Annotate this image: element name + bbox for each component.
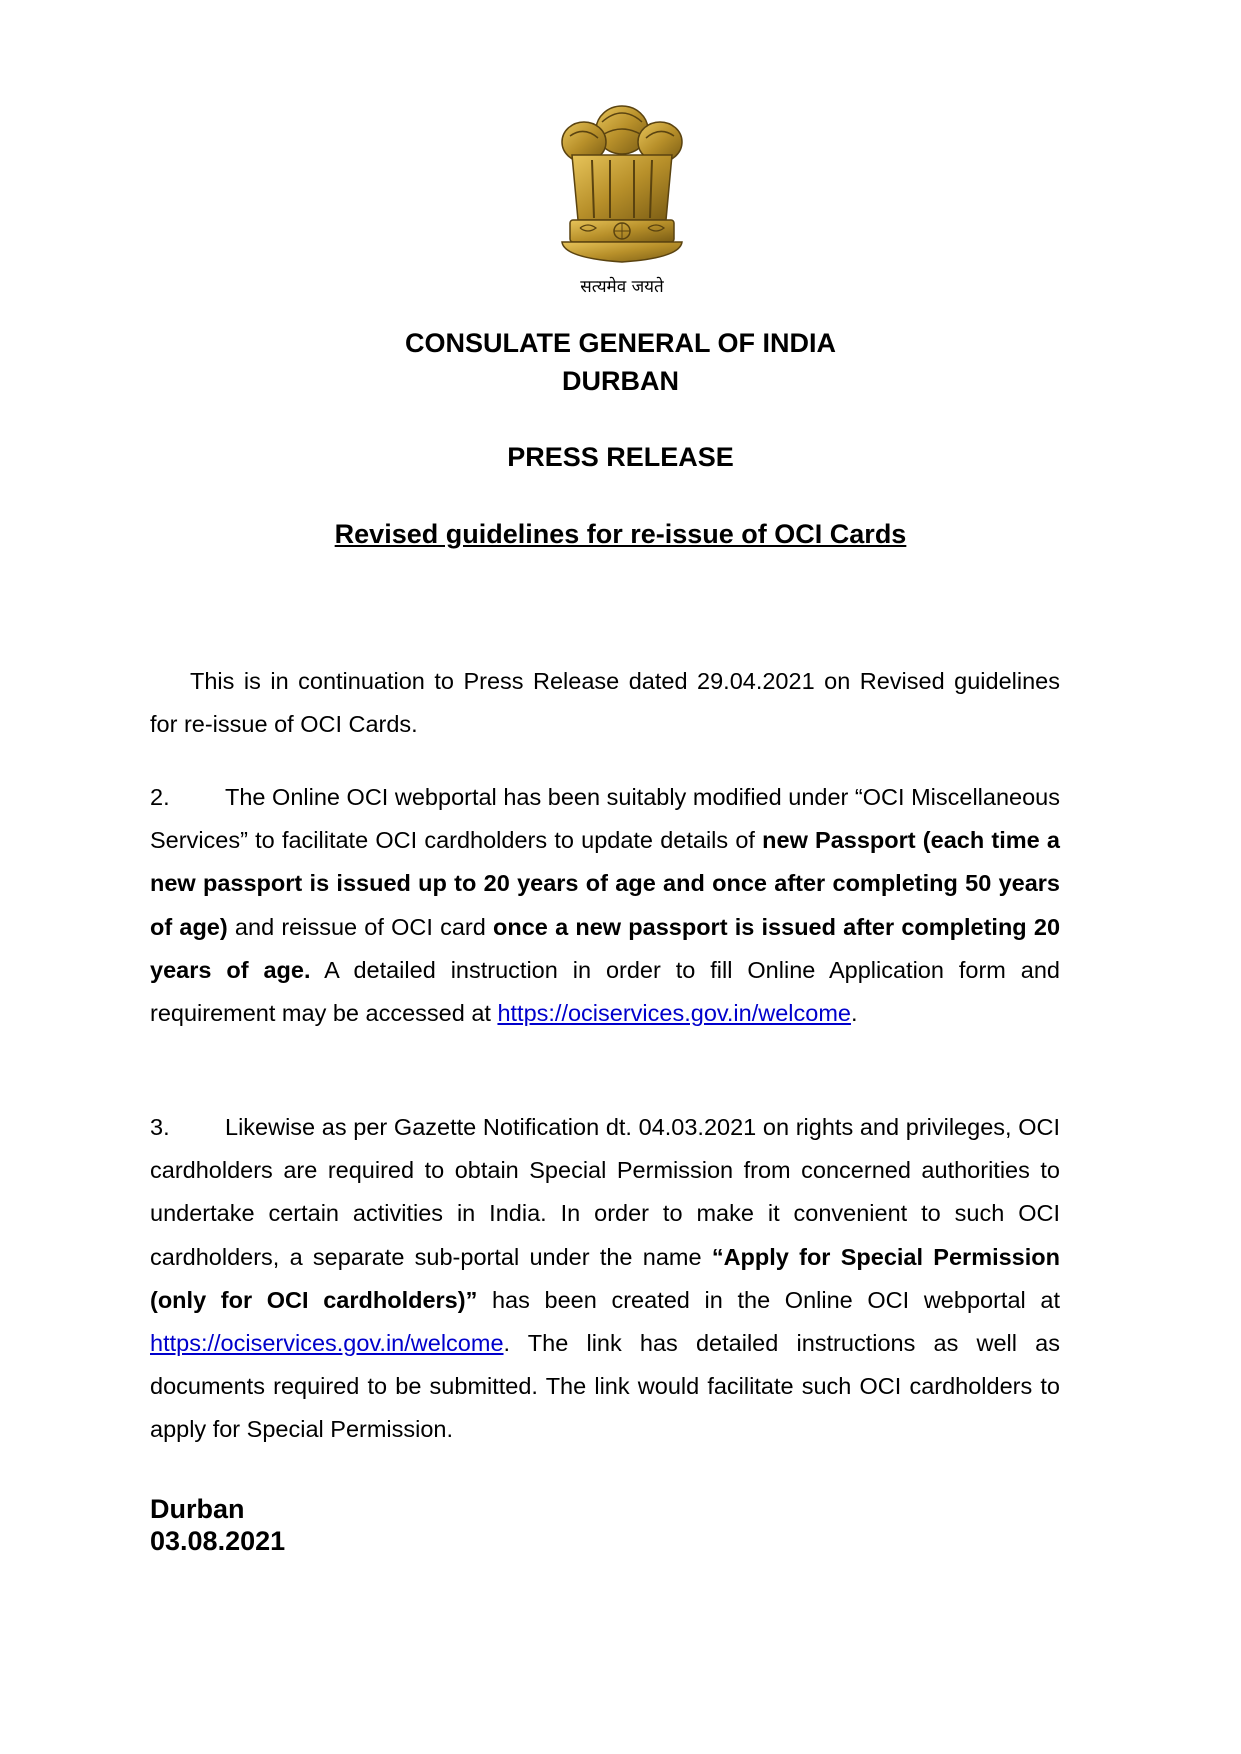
signature-date: 03.08.2021 — [150, 1526, 286, 1556]
emblem-motto: सत्यमेव जयते — [580, 277, 664, 297]
paragraph-3-number: 3. — [150, 1114, 170, 1140]
paragraph-2-text-b: and reissue of OCI card — [227, 913, 494, 940]
paragraph-3-text-b: has been created in the Online OCI webportal at — [477, 1286, 1060, 1313]
release-type: PRESS RELEASE — [507, 442, 734, 472]
oci-services-link[interactable]: https://ociservices.gov.in/welcome — [497, 1000, 851, 1027]
paragraph-3-bold-a: “Apply for Special Permission (only for OCI cardholders)” — [150, 1243, 1060, 1313]
paragraph-3-text-c: . The link has detailed instructions as well as documents required to be submitted. The link would facilitate such OCI cardholders to apply for Special Permission. — [150, 1330, 1060, 1443]
paragraph-3 — [150, 1106, 1060, 1452]
paragraph-2-text-a: The Online OCI webportal has been suitably modified under “OCI Miscellaneous Services” to facilitate OCI cardholders to update details of — [150, 784, 1060, 854]
national-emblem — [542, 100, 702, 305]
national-emblem-icon — [542, 100, 702, 305]
oci-services-link-2[interactable]: https://ociservices.gov.in/welcome — [150, 1330, 504, 1357]
paragraph-2 — [150, 776, 1060, 1035]
paragraph-1 — [150, 660, 1060, 746]
signature-place: Durban — [150, 1494, 245, 1524]
paragraph-2-text-c: A detailed instruction in order to fill Online Application form and requirement may be accessed at — [150, 956, 1060, 1027]
paragraph-2-bold-b: once a new passport is issued after completing 20 years of age. — [150, 913, 1061, 983]
paragraph-2-bold-a: new Passport (each time a new passport is issued up to 20 years of age and once after completing 50 years of age) — [150, 827, 1060, 940]
consulate-name: CONSULATE GENERAL OF INDIA — [404, 328, 836, 358]
consulate-city: DURBAN — [562, 366, 679, 396]
paragraph-2-number: 2. — [150, 784, 170, 810]
paragraph-2-text-d: . — [850, 1000, 858, 1027]
paragraph-3-text-a: Likewise as per Gazette Notification dt. 04.03.2021 on rights and privileges, OCI cardholders are required to obtain Special Permission from concerned authorities to undertake certain activities in India. In order to make it convenient to such OCI cardholders, a separate sub-portal under the name — [150, 1114, 1060, 1270]
release-subject: Revised guidelines for re-issue of OCI Cards — [334, 519, 907, 549]
paragraph-1-text: This is in continuation to Press Release dated 29.04.2021 on Revised guidelines for re-issue of OCI Cards. — [150, 668, 1060, 738]
